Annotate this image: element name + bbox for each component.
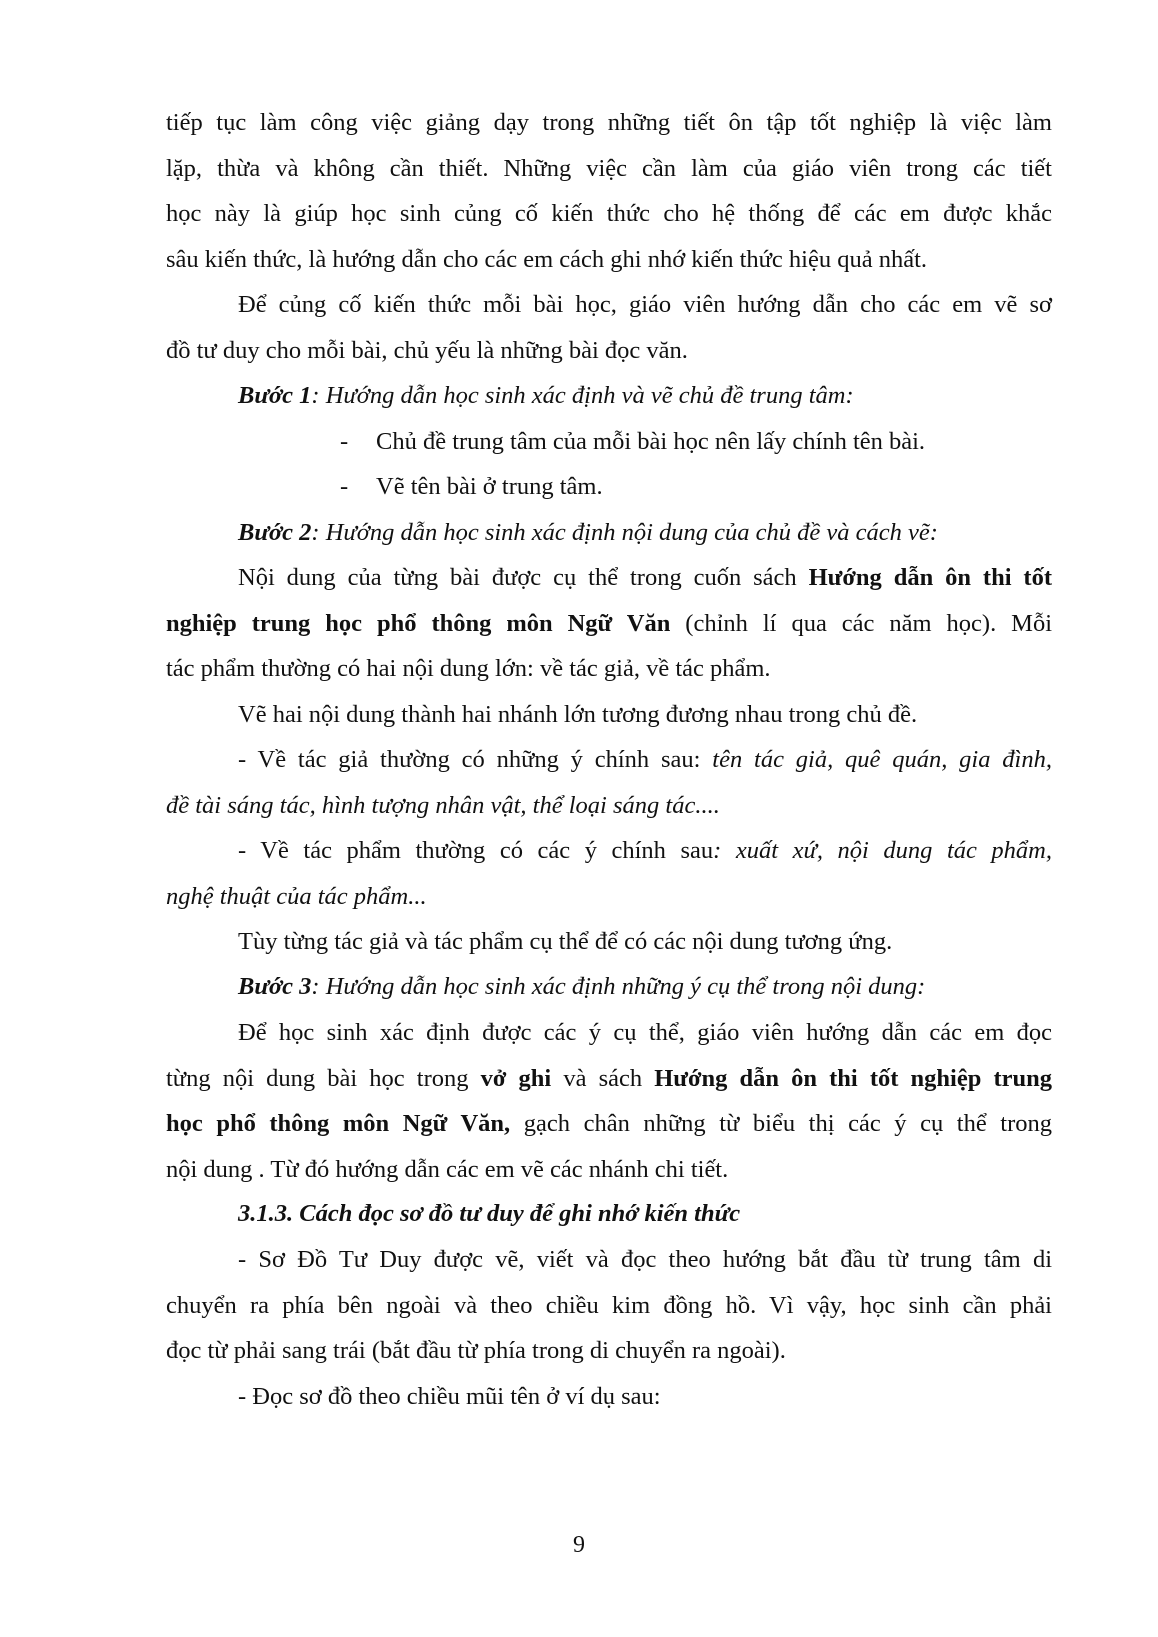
- paragraph-specific-ideas: [166, 1010, 1052, 1192]
- text-line: tiếp tục làm công việc giảng dạy trong những tiết ôn tập tốt nghiệp là việc làm: [166, 109, 1052, 136]
- italic-span: : xuất xứ, nội dung tác phẩm,: [713, 837, 1052, 864]
- paragraph-content-source: [166, 555, 1052, 692]
- step-3-label: Bước 3: [238, 973, 312, 1000]
- text-line: [166, 555, 1052, 601]
- bullet-item: [340, 464, 603, 510]
- paragraph-example-intro: [166, 1374, 1052, 1420]
- text-line: [166, 783, 1052, 829]
- page-number: 9: [573, 1532, 585, 1558]
- bullet-item: [340, 419, 925, 465]
- text-line: [166, 737, 1052, 783]
- paragraph-reading-direction: [166, 1237, 1052, 1374]
- bullet-dash: -: [340, 473, 349, 500]
- step-1: [238, 373, 854, 419]
- paragraph-mindmap-intro: [166, 282, 1052, 373]
- text-line: đọc từ phải sang trái (bắt đầu từ phía trong di chuyển ra ngoài).: [166, 1337, 786, 1365]
- italic-span: tên tác giả, quê quán, gia đình,: [712, 746, 1052, 773]
- text-line: chuyển ra phía bên ngoài và theo chiều kim đồng hồ. Vì vậy, học sinh cần phải: [166, 1291, 1052, 1319]
- text-line: sâu kiến thức, là hướng dẫn cho các em cách ghi nhớ kiến thức hiệu quả nhất.: [166, 245, 928, 273]
- text-span: từng nội dung bài học trong: [166, 1064, 481, 1092]
- step-1-label: Bước 1: [238, 382, 312, 409]
- step-2-text: : Hướng dẫn học sinh xác định nội dung của chủ đề và cách vẽ:: [311, 519, 938, 546]
- text-line: - Đọc sơ đồ theo chiều mũi tên ở ví dụ sau:: [238, 1383, 661, 1410]
- text-line: nội dung . Từ đó hướng dẫn các em vẽ các nhánh chi tiết.: [166, 1155, 729, 1183]
- text-line: tác phẩm thường có hai nội dung lớn: về tác giả, về tác phẩm.: [166, 655, 771, 683]
- text-line: Để học sinh xác định được các ý cụ thể, giáo viên hướng dẫn các em đọc: [238, 1019, 1052, 1046]
- step-2-label: Bước 2: [238, 519, 312, 546]
- paragraph-intro: [166, 100, 1052, 282]
- text-line: Vẽ hai nội dung thành hai nhánh lớn tương đương nhau trong chủ đề.: [238, 701, 918, 728]
- paragraph-depends: [166, 919, 1052, 965]
- text-line: [166, 1101, 1052, 1147]
- text-span: - Về tác giả thường có những ý chính sau:: [238, 746, 713, 773]
- text-span: và sách: [551, 1064, 655, 1092]
- text-line: Để củng cố kiến thức mỗi bài học, giáo viên hướng dẫn cho các em vẽ sơ: [238, 291, 1052, 318]
- text-span: Nội dung của từng bài được cụ thể trong cuốn sách: [238, 564, 809, 591]
- text-line: đồ tư duy cho mỗi bài, chủ yếu là những bài đọc văn.: [166, 336, 688, 364]
- section-heading: 3.1.3. Cách đọc sơ đồ tư duy để ghi nhớ kiến thức: [238, 1200, 741, 1227]
- text-line: học này là giúp học sinh củng cố kiến thức cho hệ thống để các em được khắc: [166, 200, 1052, 228]
- book-title: Hướng dẫn ôn thi tốt: [808, 564, 1052, 591]
- text-line: [166, 828, 1052, 874]
- bold-span: vở ghi: [480, 1064, 552, 1092]
- step-2: [238, 510, 938, 556]
- text-span: (chỉnh lí qua các năm học). Mỗi: [670, 609, 1052, 637]
- bullet-text: Vẽ tên bài ở trung tâm.: [376, 473, 603, 500]
- text-span: gạch chân những từ biểu thị các ý cụ thể trong: [510, 1110, 1052, 1138]
- bullet-text: Chủ đề trung tâm của mỗi bài học nên lấy chính tên bài.: [376, 428, 926, 455]
- paragraph-author: [166, 737, 1052, 828]
- step-3-text: : Hướng dẫn học sinh xác định những ý cụ thể trong nội dung:: [311, 973, 926, 1000]
- paragraph-work: [166, 828, 1052, 919]
- paragraph-branches: [166, 692, 1052, 738]
- book-title: Hướng dẫn ôn thi tốt nghiệp trung: [654, 1064, 1052, 1092]
- step-1-text: : Hướng dẫn học sinh xác định và vẽ chủ đề trung tâm:: [311, 382, 854, 409]
- italic-span: đề tài sáng tác, hình tượng nhân vật, thể loại sáng tác....: [166, 791, 720, 819]
- text-line: [166, 874, 1052, 920]
- text-line: - Sơ Đồ Tư Duy được vẽ, viết và đọc theo hướng bắt đầu từ trung tâm di: [238, 1246, 1052, 1273]
- text-line: [166, 1056, 1052, 1102]
- text-line: Tùy từng tác giả và tác phẩm cụ thể để có các nội dung tương ứng.: [238, 928, 893, 955]
- text-line: lặp, thừa và không cần thiết. Những việc cần làm của giáo viên trong các tiết: [166, 154, 1052, 182]
- text-line: [166, 601, 1052, 647]
- bullet-dash: -: [340, 428, 349, 455]
- step-3: [238, 964, 925, 1010]
- book-title: nghiệp trung học phổ thông môn Ngữ Văn: [166, 609, 671, 637]
- book-title: học phổ thông môn Ngữ Văn,: [166, 1110, 511, 1138]
- text-span: - Về tác phẩm thường có các ý chính sau: [238, 837, 714, 864]
- italic-span: nghệ thuật của tác phẩm...: [166, 882, 427, 910]
